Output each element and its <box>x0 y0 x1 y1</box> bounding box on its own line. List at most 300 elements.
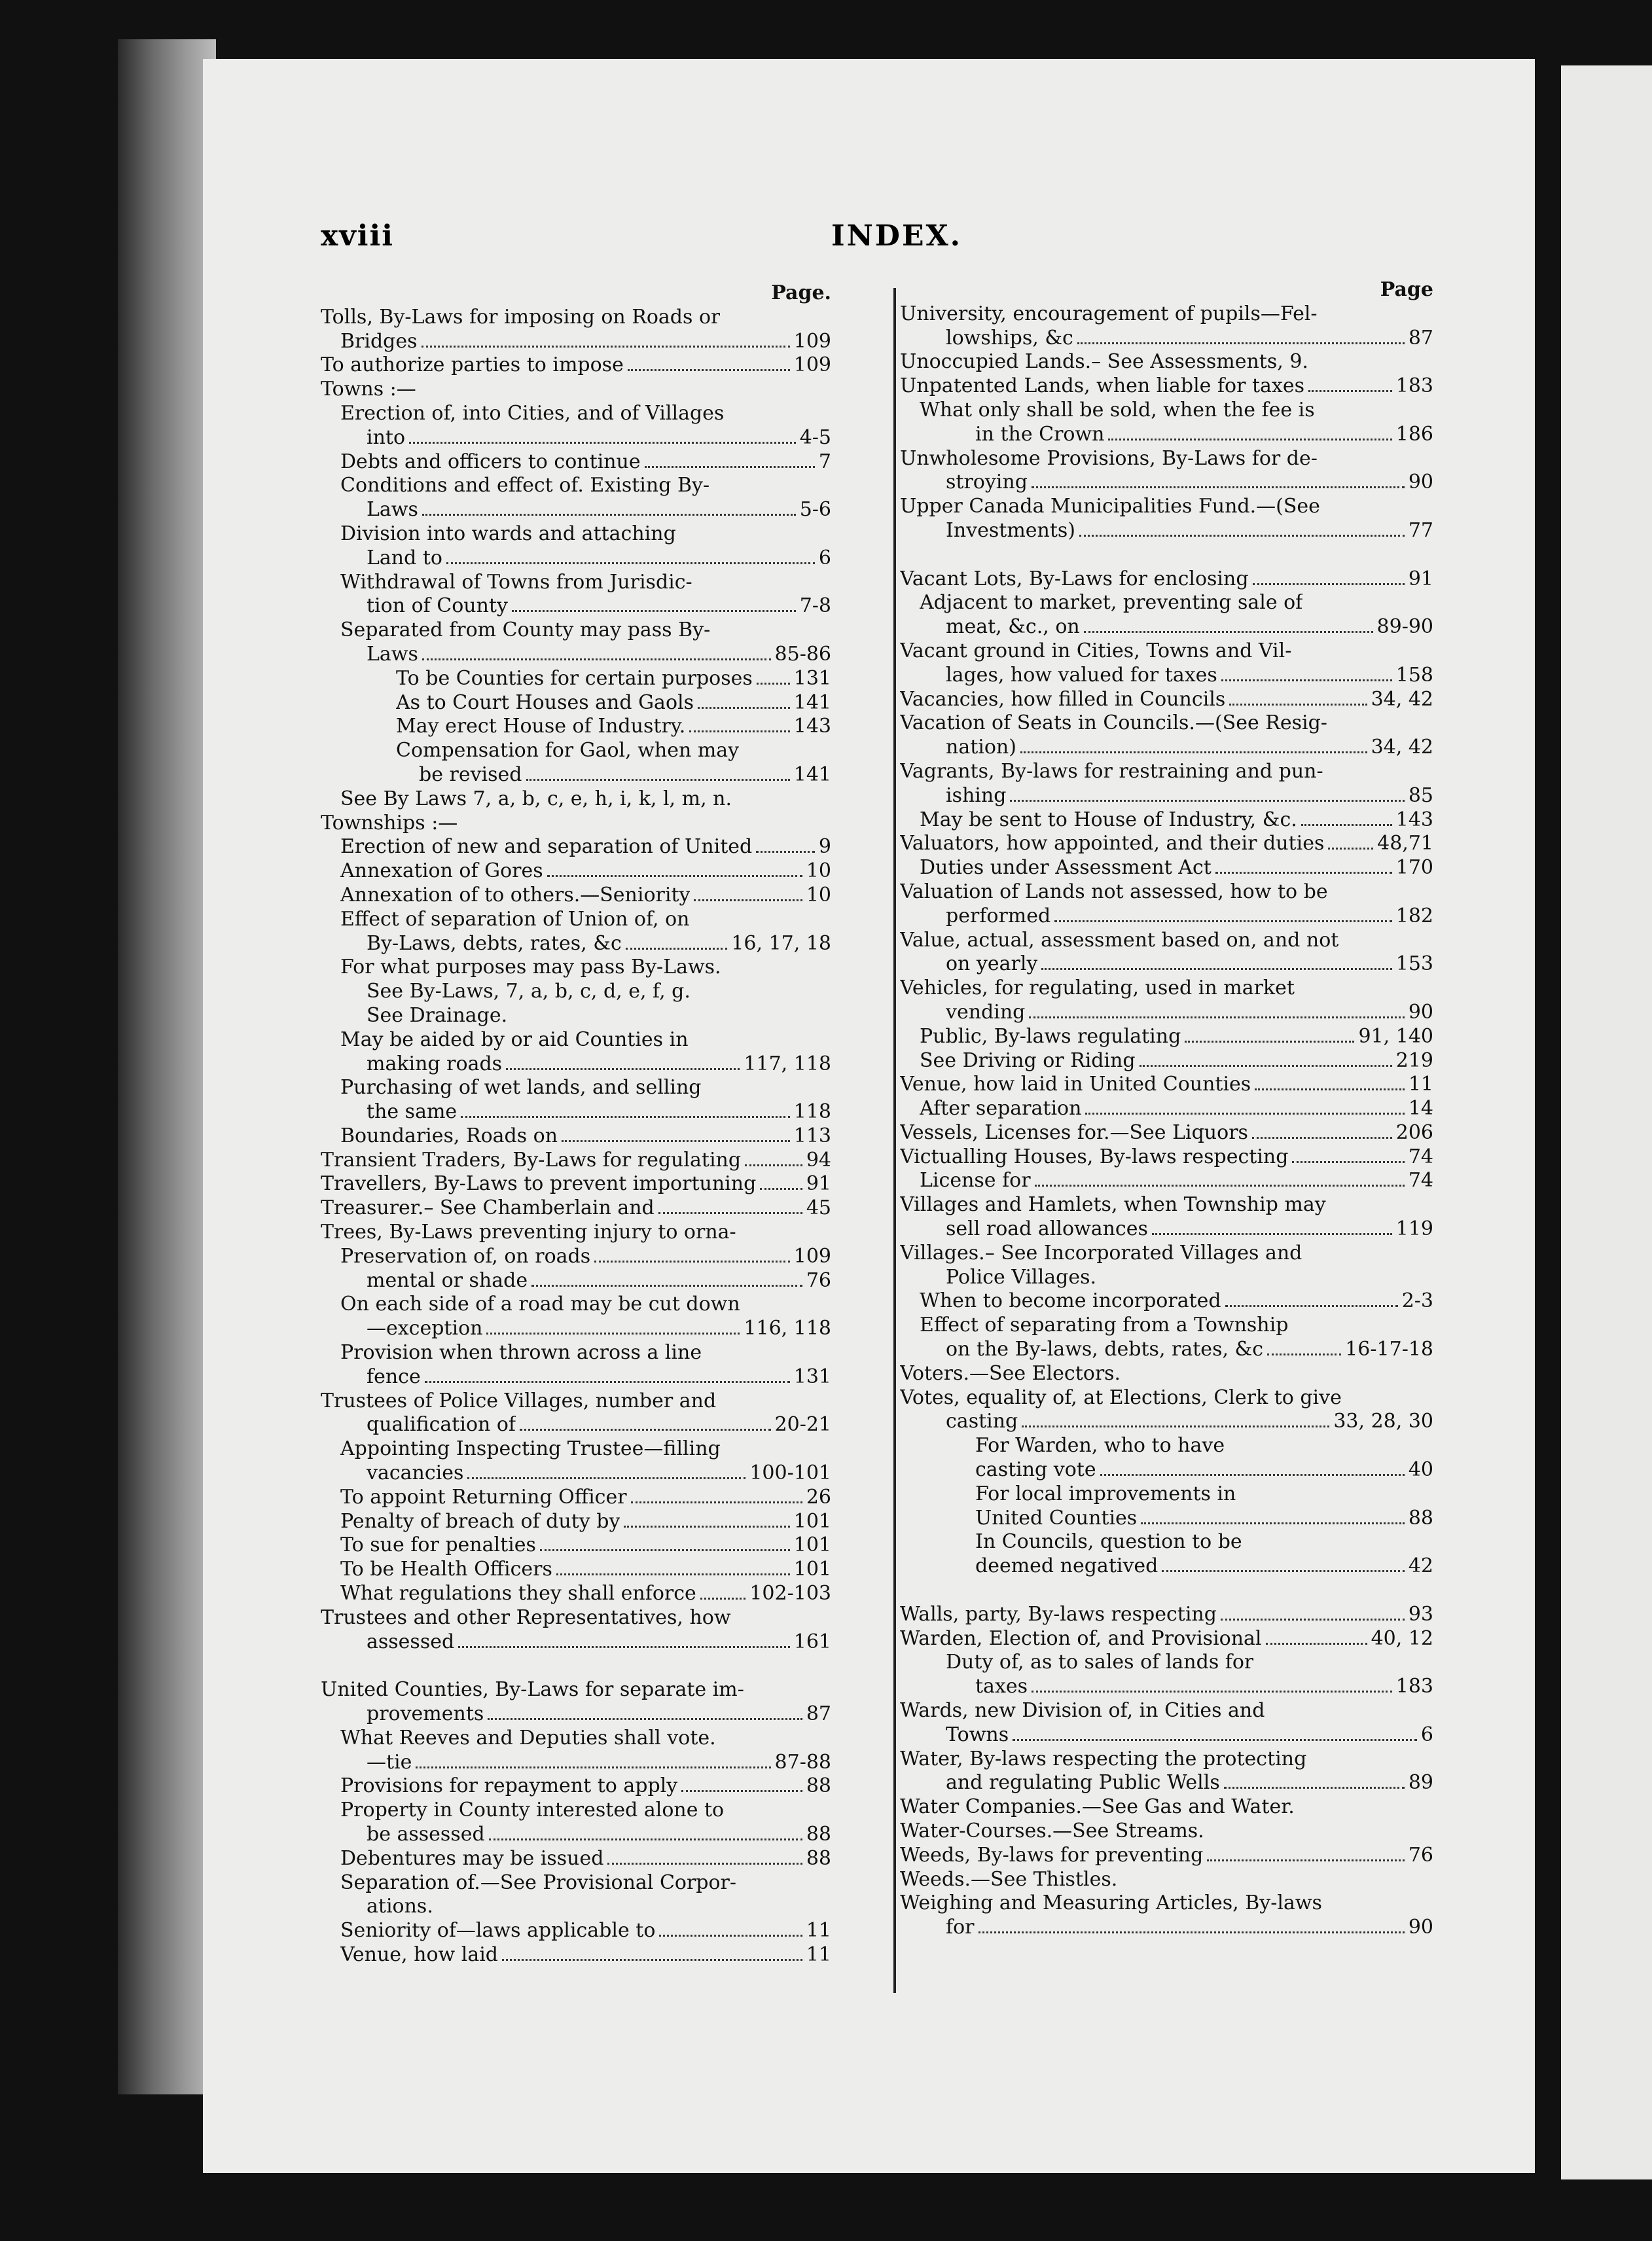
entry-page-ref: 11 <box>806 1919 831 1943</box>
index-entry <box>321 426 831 450</box>
index-entry <box>900 615 1433 639</box>
entry-page-ref: 161 <box>793 1630 831 1653</box>
right-page-column-header <box>900 278 1433 302</box>
entry-text: Vehicles, for regulating, used in market <box>900 977 1295 1000</box>
index-entry <box>321 547 831 571</box>
dot-leader <box>1013 1739 1417 1741</box>
index-entry <box>900 302 1433 327</box>
entry-text: the same <box>367 1100 458 1124</box>
page-number: xviii <box>321 219 394 253</box>
entry-page-ref: 76 <box>1408 1843 1433 1867</box>
index-entry <box>321 522 831 547</box>
index-entry <box>900 760 1433 784</box>
index-entry <box>321 691 831 715</box>
entry-text: Vessels, Licenses for.—See Liquors <box>900 1120 1248 1144</box>
entry-text: Trees, By-Laws preventing injury to orna- <box>321 1221 736 1244</box>
entry-text: Erection of, into Cities, and of Villages <box>340 401 725 425</box>
index-entry <box>900 423 1433 447</box>
entry-text: To appoint Returning Officer <box>340 1485 627 1509</box>
index-entry <box>900 1169 1433 1193</box>
dot-leader <box>1162 1570 1404 1572</box>
entry-text: Penalty of breach of duty by <box>340 1509 620 1533</box>
dot-leader <box>506 1068 740 1070</box>
index-entry <box>900 664 1433 688</box>
entry-page-ref: 26 <box>806 1485 831 1509</box>
entry-text: For Warden, who to have <box>975 1434 1225 1458</box>
index-entry <box>900 1699 1433 1723</box>
entry-page-ref: 186 <box>1395 422 1433 446</box>
dot-leader <box>562 1140 790 1142</box>
entry-page-ref: 101 <box>793 1558 831 1581</box>
index-entry <box>900 880 1433 905</box>
entry-page-ref: 48,71 <box>1377 832 1433 855</box>
entry-text: In Councils, question to be <box>975 1530 1242 1554</box>
index-entry <box>321 1245 831 1269</box>
entry-text: Victualling Houses, By-laws respecting <box>900 1145 1289 1168</box>
entry-text: Compensation for Gaol, when may <box>396 739 740 762</box>
index-entry <box>321 787 831 812</box>
entry-text: Water Companies.—See Gas and Water. <box>900 1795 1295 1819</box>
entry-text: vacancies <box>367 1461 464 1485</box>
entry-spacer <box>900 543 1433 567</box>
entry-page-ref: 143 <box>793 715 831 738</box>
entry-page-ref: 102-103 <box>749 1582 831 1605</box>
dot-leader <box>1207 1859 1404 1861</box>
entry-text: Division into wards and attaching <box>340 522 676 545</box>
dot-leader <box>1267 1354 1341 1355</box>
entry-text: Provisions for repayment to apply <box>340 1774 678 1798</box>
entry-text: Wards, new Division of, in Cities and <box>900 1699 1265 1723</box>
entry-text: Laws <box>367 642 418 666</box>
index-entry <box>321 1919 831 1943</box>
entry-text: qualification of <box>367 1413 516 1437</box>
dot-leader <box>1253 583 1405 585</box>
entry-text: For local improvements in <box>975 1482 1236 1505</box>
entry-page-ref: 6 <box>1420 1723 1433 1746</box>
entry-text: making roads <box>367 1052 503 1075</box>
entry-page-ref: 85-86 <box>774 642 831 666</box>
book-spine <box>118 39 216 2094</box>
index-entry <box>321 1196 831 1221</box>
index-entry <box>900 447 1433 471</box>
entry-text: Provision when thrown across a line <box>340 1341 702 1365</box>
dot-leader <box>626 948 728 950</box>
entry-page-ref: 109 <box>793 1244 831 1268</box>
entry-text: Villages and Hamlets, when Township may <box>900 1193 1326 1217</box>
dot-leader <box>1252 1137 1392 1139</box>
dot-leader <box>979 1931 1405 1933</box>
entry-text: on the By-laws, debts, rates, &c <box>946 1338 1264 1361</box>
dot-leader <box>531 1285 802 1287</box>
entry-text: Seniority of—laws applicable to <box>340 1919 656 1943</box>
index-entry <box>321 1558 831 1582</box>
entry-text: Land to <box>367 546 442 569</box>
index-entry <box>321 619 831 643</box>
dot-leader <box>1152 1233 1392 1235</box>
index-entry <box>321 932 831 956</box>
entry-page-ref: 109 <box>793 329 831 353</box>
index-entry <box>321 812 831 836</box>
entry-text: Water, By-laws respecting the protecting <box>900 1747 1307 1770</box>
entry-text: casting vote <box>975 1458 1096 1482</box>
entry-page-ref: 11 <box>1408 1073 1433 1096</box>
dot-leader <box>1054 920 1392 922</box>
dot-leader <box>467 1477 745 1479</box>
entry-page-ref: 113 <box>793 1124 831 1147</box>
entry-page-ref: 10 <box>806 859 831 883</box>
entry-page-ref: 141 <box>793 762 831 786</box>
index-entry <box>900 327 1433 351</box>
entry-page-ref: 91 <box>1408 567 1433 590</box>
index-entry <box>900 1121 1433 1145</box>
entry-page-ref: 6 <box>818 546 831 569</box>
dot-leader <box>526 779 790 781</box>
index-entry <box>900 639 1433 664</box>
index-entry <box>900 1482 1433 1507</box>
index-entry <box>900 1386 1433 1410</box>
index-entry <box>321 1221 831 1245</box>
entry-text: Property in County interested alone to <box>340 1799 725 1822</box>
entry-page-ref: 10 <box>806 883 831 906</box>
index-entry <box>900 1458 1433 1482</box>
dot-leader <box>422 658 771 660</box>
dot-leader <box>547 875 802 877</box>
index-entry <box>321 763 831 787</box>
dot-leader <box>486 1333 740 1335</box>
entry-text: Unoccupied Lands.– See Assessments, 9. <box>900 350 1308 374</box>
index-entry <box>900 1266 1433 1290</box>
dot-leader <box>461 1116 790 1118</box>
index-entry <box>900 856 1433 880</box>
index-entry <box>321 1149 831 1173</box>
entry-text: Duty of, as to sales of lands for <box>946 1651 1254 1674</box>
entry-text: Venue, how laid in United Counties <box>900 1073 1251 1096</box>
dot-leader <box>488 1718 802 1720</box>
index-entry <box>900 471 1433 495</box>
index-entry <box>321 450 831 475</box>
index-entry <box>321 1727 831 1751</box>
entry-page-ref: 100-101 <box>749 1461 831 1485</box>
dot-leader <box>757 683 790 685</box>
entry-text: Travellers, By-Laws to prevent importuning <box>321 1172 757 1196</box>
entry-text: After separation <box>920 1097 1082 1120</box>
left-page-label: Page. <box>771 281 831 304</box>
dot-leader <box>1084 631 1373 633</box>
entry-page-ref: 74 <box>1408 1145 1433 1168</box>
entry-text: Tolls, By-Laws for imposing on Roads or <box>321 305 721 329</box>
index-entry <box>321 1582 831 1606</box>
dot-leader <box>409 442 796 444</box>
index-entry <box>321 859 831 884</box>
index-entry <box>321 1847 831 1871</box>
entry-text: for <box>946 1916 975 1939</box>
entry-text: Purchasing of wet lands, and selling <box>340 1076 702 1100</box>
entry-page-ref: 101 <box>793 1533 831 1557</box>
entry-page-ref: 101 <box>793 1509 831 1533</box>
index-entry <box>900 519 1433 543</box>
index-entry <box>321 1510 831 1534</box>
index-entry <box>900 1868 1433 1892</box>
dot-leader <box>1029 1016 1404 1018</box>
entry-text: Venue, how laid <box>340 1943 499 1966</box>
entry-text: deemed negatived <box>975 1554 1158 1578</box>
entry-text: Unpatented Lands, when liable for taxes <box>900 374 1305 398</box>
entry-text: be revised <box>419 762 522 786</box>
entry-page-ref: 14 <box>1408 1097 1433 1120</box>
entry-text: in the Crown <box>975 422 1105 446</box>
index-entry <box>321 1486 831 1510</box>
entry-page-ref: 45 <box>806 1196 831 1220</box>
entry-page-ref: 182 <box>1395 904 1433 927</box>
dot-leader <box>594 1261 790 1263</box>
index-entry <box>321 1943 831 1967</box>
entry-text: See By-Laws, 7, a, b, c, d, e, f, g. <box>367 980 691 1003</box>
dot-leader <box>1041 968 1392 970</box>
entry-text: —tie <box>367 1750 412 1774</box>
page-title: INDEX. <box>831 219 962 253</box>
entry-text: Valuation of Lands not assessed, how to be <box>900 880 1328 903</box>
entry-page-ref: 153 <box>1395 952 1433 976</box>
entry-text: taxes <box>975 1675 1028 1698</box>
index-entry <box>321 306 831 330</box>
entry-page-ref: 219 <box>1395 1049 1433 1072</box>
entry-text: What regulations they shall enforce <box>340 1582 696 1605</box>
entry-page-ref: 118 <box>793 1100 831 1124</box>
index-entry <box>321 1895 831 1919</box>
entry-text: To sue for penalties <box>340 1533 536 1557</box>
index-entry <box>900 1844 1433 1868</box>
index-entry <box>321 1823 831 1847</box>
entry-text: Effect of separating from a Township <box>920 1314 1289 1337</box>
entry-text: into <box>367 425 406 449</box>
index-entry <box>900 832 1433 856</box>
entry-text: May erect House of Industry. <box>396 715 686 738</box>
index-entry <box>900 736 1433 760</box>
entry-text: United Counties <box>975 1506 1138 1530</box>
index-entry <box>321 908 831 932</box>
entry-page-ref: 109 <box>793 353 831 377</box>
dot-leader <box>1035 1185 1405 1187</box>
entry-page-ref: 90 <box>1408 1000 1433 1024</box>
entry-page-ref: 183 <box>1395 374 1433 398</box>
dot-leader <box>422 514 796 516</box>
entry-page-ref: 88 <box>806 1774 831 1798</box>
entry-page-ref: 5-6 <box>799 498 831 522</box>
entry-page-ref: 170 <box>1395 856 1433 880</box>
entry-text: performed <box>946 904 1051 927</box>
entry-text: United Counties, By-Laws for separate im- <box>321 1678 744 1702</box>
index-entry <box>900 567 1433 592</box>
left-page-column-header <box>321 281 831 306</box>
entry-text: vending <box>946 1000 1026 1024</box>
entry-page-ref: 88 <box>806 1823 831 1846</box>
index-entry <box>321 1100 831 1124</box>
index-entry <box>321 1799 831 1823</box>
entry-page-ref: 94 <box>806 1148 831 1172</box>
entry-text: ishing <box>946 783 1007 807</box>
index-entry <box>321 1124 831 1149</box>
dot-leader <box>1100 1474 1405 1476</box>
dot-leader <box>1032 486 1405 488</box>
entry-text: See Drainage. <box>367 1003 508 1027</box>
entry-text: Annexation of to others.—Seniority <box>340 883 691 906</box>
entry-text: Walls, party, By-laws respecting <box>900 1602 1217 1626</box>
index-entry <box>900 1916 1433 1940</box>
dot-leader <box>540 1549 790 1551</box>
entry-text: Water-Courses.—See Streams. <box>900 1820 1204 1842</box>
index-entry <box>321 643 831 667</box>
entry-text: To be Counties for certain purposes <box>396 666 753 690</box>
index-entry <box>321 956 831 980</box>
index-entry <box>321 835 831 859</box>
entry-text: and regulating Public Wells <box>946 1771 1220 1795</box>
entry-text: University, encouragement of pupils—Fel- <box>900 302 1318 325</box>
entry-text: Vagrants, By-laws for restraining and pun- <box>900 759 1323 783</box>
index-entry <box>900 1025 1433 1049</box>
entry-text: May be aided by or aid Counties in <box>340 1028 689 1051</box>
entry-text: Trustees of Police Villages, number and <box>321 1389 717 1412</box>
entry-text: License for <box>920 1169 1031 1192</box>
dot-leader <box>1185 1041 1354 1043</box>
index-entry <box>321 1389 831 1414</box>
entry-page-ref: 42 <box>1408 1554 1433 1578</box>
dot-leader <box>745 1164 802 1166</box>
index-entry <box>321 1774 831 1799</box>
dot-leader <box>422 346 790 348</box>
index-entry <box>321 715 831 739</box>
entry-text: Vacation of Seats in Councils.—(See Resig- <box>900 711 1327 735</box>
index-entry <box>900 784 1433 808</box>
entry-page-ref: 89 <box>1408 1771 1433 1795</box>
dot-leader <box>556 1573 790 1575</box>
index-entry <box>900 1217 1433 1242</box>
dot-leader <box>1292 1161 1404 1163</box>
entry-text: provements <box>367 1702 484 1726</box>
entry-page-ref: 76 <box>806 1268 831 1292</box>
index-entry <box>321 1365 831 1389</box>
entry-text: Preservation of, on roads <box>340 1244 591 1268</box>
entry-text: May be sent to House of Industry, &c. <box>920 808 1297 831</box>
index-entry <box>900 1771 1433 1795</box>
entry-text: Warden, Election of, and Provisional <box>900 1626 1262 1650</box>
index-entry <box>321 330 831 354</box>
entry-text: Unwholesome Provisions, By-Laws for de- <box>900 446 1318 470</box>
index-entry <box>321 1413 831 1437</box>
dot-leader <box>1085 1113 1404 1115</box>
entry-page-ref: 87 <box>1408 326 1433 350</box>
entry-text: Conditions and effect of. Existing By- <box>340 474 710 497</box>
entry-text: Annexation of Gores <box>340 859 543 883</box>
index-entry <box>900 1530 1433 1554</box>
dot-leader <box>1225 1305 1398 1307</box>
dot-leader <box>1141 1522 1405 1524</box>
entry-text: Debts and officers to continue <box>340 450 641 473</box>
entry-page-ref: 91 <box>806 1172 831 1196</box>
entry-page-ref: 93 <box>1408 1602 1433 1626</box>
entry-text: meat, &c., on <box>946 615 1080 639</box>
entry-text: Adjacent to market, preventing sale of <box>920 591 1303 615</box>
entry-page-ref: 11 <box>806 1943 831 1966</box>
index-entry <box>900 1049 1433 1073</box>
index-entry <box>321 1052 831 1077</box>
entry-text: Transient Traders, By-Laws for regulating <box>321 1148 742 1172</box>
index-entry <box>321 980 831 1004</box>
index-entry <box>900 929 1433 953</box>
entry-page-ref: 141 <box>793 690 831 714</box>
entry-text: ations. <box>367 1895 433 1918</box>
right-page-label: Page <box>1380 278 1433 301</box>
dot-leader <box>489 1838 802 1840</box>
dot-leader <box>1328 848 1373 850</box>
index-entry <box>321 1461 831 1486</box>
facing-page-edge <box>1561 65 1652 2179</box>
index-entry <box>900 905 1433 929</box>
index-entry <box>321 353 831 378</box>
dot-leader <box>1301 824 1392 826</box>
entry-text: on yearly <box>946 952 1038 976</box>
index-entry <box>900 1145 1433 1170</box>
entry-text: stroying <box>946 471 1028 494</box>
entry-text: What only shall be sold, when the fee is <box>920 398 1315 421</box>
index-entry <box>900 1675 1433 1699</box>
entry-page-ref: 131 <box>793 1365 831 1388</box>
dot-leader <box>425 1381 790 1383</box>
index-entry <box>321 1341 831 1365</box>
index-entry <box>321 1269 831 1293</box>
entry-page-ref: 90 <box>1408 471 1433 494</box>
entry-page-ref: 117, 118 <box>744 1052 831 1075</box>
entry-text: sell road allowances <box>946 1217 1148 1241</box>
entry-text: Upper Canada Municipalities Fund.—(See <box>900 495 1320 518</box>
entry-text: —exception <box>367 1317 483 1340</box>
dot-leader <box>1255 1088 1405 1090</box>
entry-page-ref: 74 <box>1408 1169 1433 1192</box>
entry-page-ref: 77 <box>1408 518 1433 542</box>
index-entry <box>321 1317 831 1341</box>
index-entry <box>321 1076 831 1100</box>
entry-page-ref: 90 <box>1408 1916 1433 1939</box>
dot-leader <box>628 369 790 371</box>
index-entry <box>321 1028 831 1052</box>
entry-text: Weighing and Measuring Articles, By-laws <box>900 1891 1322 1915</box>
entry-text: See By Laws 7, a, b, c, e, h, i, k, l, m, n. <box>340 787 732 810</box>
entry-text: Votes, equality of, at Elections, Clerk to give <box>900 1386 1342 1409</box>
dot-leader <box>756 851 815 853</box>
entry-page-ref: 88 <box>806 1846 831 1870</box>
left-index-column <box>321 281 831 1967</box>
entry-text: See Driving or Riding <box>920 1049 1136 1072</box>
dot-leader <box>1266 1643 1367 1645</box>
dot-leader <box>681 1790 802 1792</box>
entry-text: Appointing Inspecting Trustee—filling <box>340 1437 721 1461</box>
entry-text: When to become incorporated <box>920 1289 1221 1313</box>
index-entry <box>900 977 1433 1001</box>
dot-leader <box>1221 679 1392 681</box>
entry-text: Vacant ground in Cities, Towns and Vil- <box>900 639 1292 662</box>
dot-leader <box>458 1646 790 1648</box>
entry-text: Erection of new and separation of United <box>340 835 753 859</box>
entry-spacer <box>321 1654 831 1678</box>
entry-text: mental or shade <box>367 1268 528 1292</box>
entry-page-ref: 87-88 <box>774 1750 831 1774</box>
index-entry <box>900 1603 1433 1627</box>
entry-text: Value, actual, assessment based on, and not <box>900 928 1339 952</box>
dot-leader <box>624 1526 789 1528</box>
entry-text: Duties under Assessment Act <box>920 856 1212 880</box>
index-entry <box>321 594 831 619</box>
index-entry <box>321 474 831 498</box>
dot-leader <box>645 466 815 468</box>
